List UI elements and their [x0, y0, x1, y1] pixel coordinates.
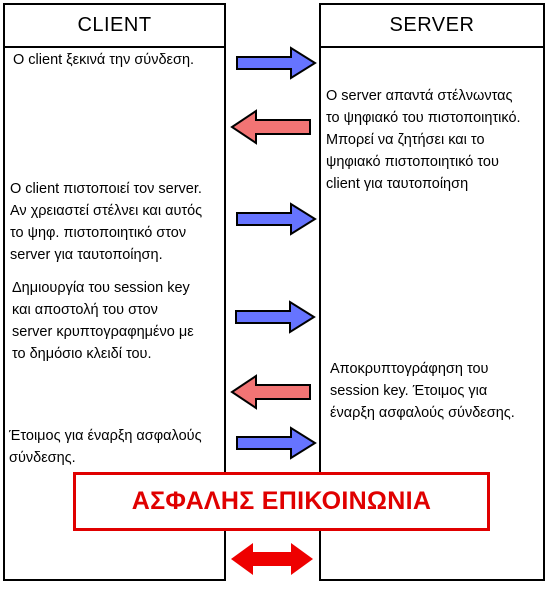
server-header: SERVER — [321, 5, 543, 48]
client-header: CLIENT — [5, 5, 224, 48]
arrow-client-to-server-3 — [236, 302, 314, 332]
server-message-decrypt: Αποκρυπτογράφηση του session key. Έτοιμος για έναρξη ασφαλούς σύνδεσης. — [330, 361, 515, 421]
server-message-certificate: Ο server απαντά στέλνωντας το ψηφιακό του πιστοποιητικό. Μπορεί να ζητήσει και το ψηφιακό πιστοποιητικό του client για ταυτοποίηση — [326, 88, 521, 192]
client-message-session-key: Δημιουργία του session key και αποστολή του στον server κρυπτογραφημένο με το δημόσιο κλειδί του. — [12, 280, 194, 362]
arrow-server-to-client-2 — [232, 376, 310, 408]
secure-communication-banner: ΑΣΦΑΛΗΣ ΕΠΙΚΟΙΝΩΝΙΑ — [73, 472, 490, 531]
arrow-client-to-server-2 — [237, 204, 315, 234]
client-message-verify-server: Ο client πιστοποιεί τον server. Αν χρειαστεί στέλνει και αυτός το ψηφ. πιστοποιητικό στον server για ταυτοποίηση. — [10, 181, 203, 263]
client-message-start: Ο client ξεκινά την σύνδεση. — [13, 52, 195, 68]
arrow-client-to-server-4 — [237, 428, 315, 458]
arrow-client-to-server-1 — [237, 48, 315, 78]
client-message-ready: Έτοιμος για έναρξη ασφαλούς σύνδεσης. — [9, 428, 202, 466]
arrow-server-to-client-1 — [232, 111, 310, 143]
secure-double-arrow — [231, 543, 313, 575]
